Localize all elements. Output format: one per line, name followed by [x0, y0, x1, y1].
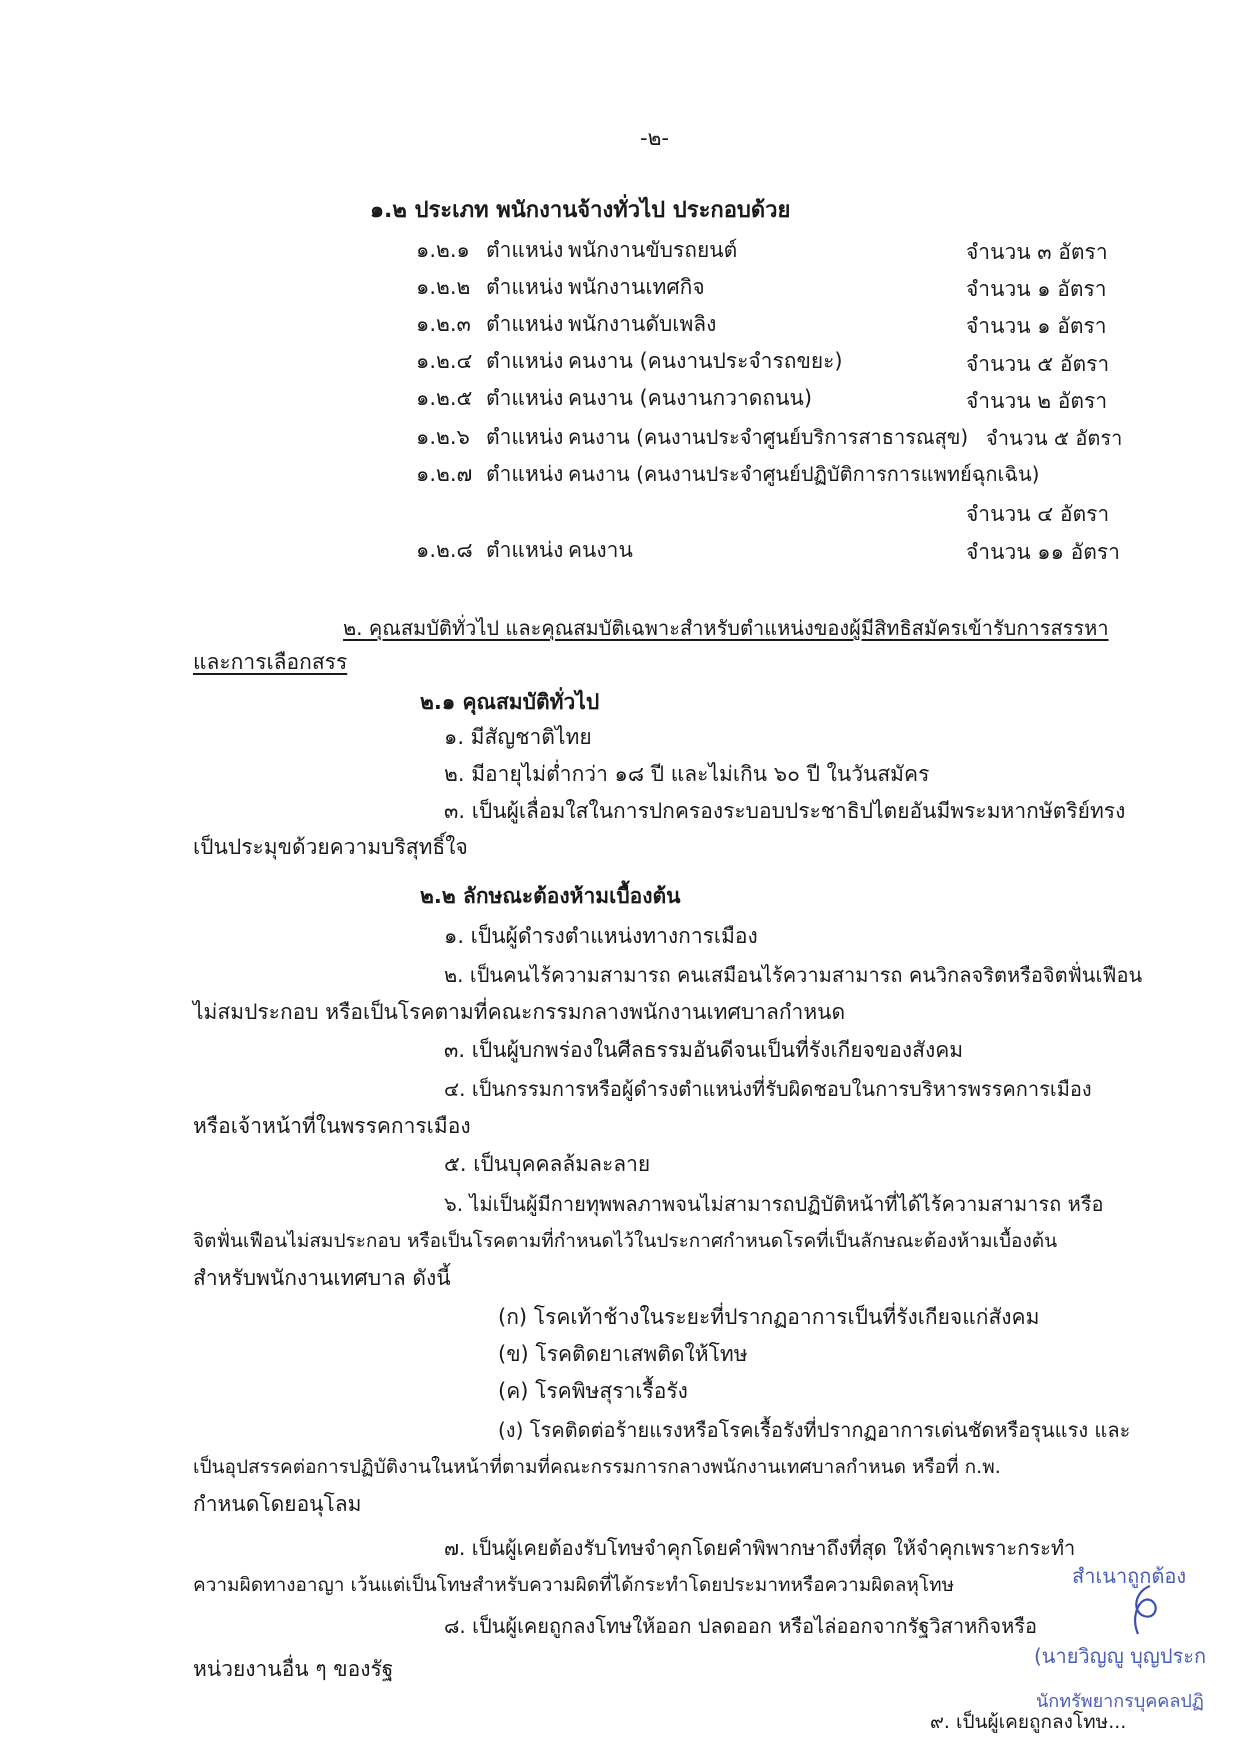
- position-title: พนักงานขับรถยนต์: [568, 238, 738, 262]
- position-count: จำนวน ๒ อัตรา: [966, 389, 1108, 413]
- stamp-title: สำเนาถูกต้อง: [1072, 1564, 1187, 1588]
- prohibition-item: ๔. เป็นกรรมการหรือผู้ดำรงตำแหน่งที่รับผิดชอบในการบริหารพรรคการเมือง: [444, 1077, 1092, 1101]
- position-title: คนงาน (คนงานประจำศูนย์บริการสาธารณสุข): [568, 425, 969, 449]
- prohibition-item-cont: ไม่สมประกอบ หรือเป็นโรคตามที่คณะกรรมกลางพนักงานเทศบาลกำหนด: [193, 1000, 846, 1024]
- prohibition-item: ๕. เป็นบุคคลล้มละลาย: [444, 1152, 651, 1176]
- disease-item-cont: เป็นอุปสรรคต่อการปฏิบัติงานในหน้าที่ตามที่คณะกรรมการกลางพนักงานเทศบาลกำหนด หรือที่ ก.พ.: [193, 1456, 1001, 1478]
- continuation-text: ๙. เป็นผู้เคยถูกลงโทษ...: [930, 1711, 1127, 1733]
- position-count: จำนวน ๕ อัตรา: [966, 352, 1110, 376]
- position-count: จำนวน ๑๑ อัตรา: [966, 540, 1120, 564]
- disease-item: (ก) โรคเท้าช้างในระยะที่ปรากฏอาการเป็นที่รังเกียจแก่สังคม: [498, 1305, 1040, 1329]
- stamp-position: นักทรัพยากรบุคคลปฏิ: [1036, 1691, 1204, 1712]
- position-count: จำนวน ๑ อัตรา: [966, 314, 1107, 338]
- qualification-item: ๓. เป็นผู้เลื่อมใสในการปกครองระบอบประชาธิปไตยอันมีพระมหากษัตริย์ทรง: [444, 799, 1126, 823]
- position-label: ตำแหน่ง: [486, 538, 564, 562]
- position-label: ตำแหน่ง: [486, 462, 564, 486]
- position-title: พนักงานเทศกิจ: [568, 275, 705, 299]
- prohibition-item-cont: ความผิดทางอาญา เว้นแต่เป็นโทษสำหรับความผิดที่ได้กระทำโดยประมาทหรือความผิดลหุโทษ: [193, 1574, 955, 1596]
- position-title: คนงาน (คนงานประจำรถขยะ): [568, 349, 843, 373]
- position-number: ๑.๒.๑: [416, 238, 470, 262]
- prohibition-item-cont: หน่วยงานอื่น ๆ ของรัฐ: [193, 1657, 394, 1681]
- stamp-name: (นายวิญญู บุญประก: [1034, 1644, 1207, 1668]
- prohibition-item: ๒. เป็นคนไร้ความสามารถ คนเสมือนไร้ความสามารถ คนวิกลจริตหรือจิตฟั่นเฟือน: [444, 963, 1143, 987]
- position-number: ๑.๒.๔: [416, 349, 473, 373]
- prohibition-item: ๖. ไม่เป็นผู้มีกายทุพพลภาพจนไม่สามารถปฏิบัติหน้าที่ได้ไร้ความสามารถ หรือ: [444, 1192, 1104, 1216]
- prohibition-item: ๓. เป็นผู้บกพร่องในศีลธรรมอันดีจนเป็นที่รังเกียจของสังคม: [444, 1038, 964, 1062]
- prohibition-item: ๑. เป็นผู้ดำรงตำแหน่งทางการเมือง: [444, 924, 758, 948]
- position-title: คนงาน (คนงานกวาดถนน): [568, 386, 813, 410]
- position-label: ตำแหน่ง: [486, 238, 564, 262]
- position-count: จำนวน ๓ อัตรา: [966, 240, 1108, 264]
- disease-item-cont: กำหนดโดยอนุโลม: [193, 1492, 362, 1516]
- section-1-2-heading: ๑.๒ ประเภท พนักงานจ้างทั่วไป ประกอบด้วย: [370, 198, 791, 223]
- position-label: ตำแหน่ง: [486, 386, 564, 410]
- position-number: ๑.๒.๓: [416, 312, 471, 336]
- section-2-heading-cont: และการเลือกสรร: [193, 650, 348, 674]
- qualification-item: ๒. มีอายุไม่ต่ำกว่า ๑๘ ปี และไม่เกิน ๖๐ ปี ในวันสมัคร: [444, 762, 930, 786]
- position-label: ตำแหน่ง: [486, 349, 564, 373]
- page-number: -๒-: [640, 126, 669, 150]
- position-title: คนงาน: [568, 538, 633, 562]
- prohibition-item-cont: จิตฟั่นเฟือนไม่สมประกอบ หรือเป็นโรคตามที่กำหนดไว้ในประกาศกำหนดโรคที่เป็นลักษณะต้องห้ามเบื้องต้น: [193, 1230, 1058, 1252]
- position-count: จำนวน ๔ อัตรา: [966, 502, 1110, 526]
- section-2-1-heading: ๒.๑ คุณสมบัติทั่วไป: [420, 690, 600, 714]
- qualification-item-cont: เป็นประมุขด้วยความบริสุทธิ์ใจ: [193, 835, 468, 859]
- position-number: ๑.๒.๗: [416, 462, 473, 486]
- section-2-2-heading: ๒.๒ ลักษณะต้องห้ามเบื้องต้น: [420, 884, 681, 908]
- position-title: พนักงานดับเพลิง: [568, 312, 717, 336]
- position-label: ตำแหน่ง: [486, 275, 564, 299]
- position-number: ๑.๒.๖: [416, 425, 470, 449]
- prohibition-item: ๘. เป็นผู้เคยถูกลงโทษให้ออก ปลดออก หรือไล่ออกจากรัฐวิสาหกิจหรือ: [444, 1614, 1038, 1638]
- position-label: ตำแหน่ง: [486, 425, 564, 449]
- section-2-heading: ๒. คุณสมบัติทั่วไป และคุณสมบัติเฉพาะสำหรับตำแหน่งของผู้มีสิทธิสมัครเข้ารับการสรรหา: [343, 616, 1109, 640]
- position-count: จำนวน ๕ อัตรา: [986, 426, 1123, 450]
- prohibition-item-cont: สำหรับพนักงานเทศบาล ดังนี้: [193, 1266, 451, 1290]
- position-title: คนงาน (คนงานประจำศูนย์ปฏิบัติการการแพทย์ฉุกเฉิน): [568, 462, 1040, 486]
- position-number: ๑.๒.๘: [416, 538, 473, 562]
- position-number: ๑.๒.๕: [416, 386, 473, 410]
- position-count: จำนวน ๑ อัตรา: [966, 277, 1107, 301]
- position-label: ตำแหน่ง: [486, 312, 564, 336]
- disease-item: (ง) โรคติดต่อร้ายแรงหรือโรคเรื้อรังที่ปรากฏอาการเด่นชัดหรือรุนแรง และ: [498, 1418, 1131, 1442]
- disease-item: (ข) โรคติดยาเสพติดให้โทษ: [498, 1342, 748, 1366]
- qualification-item: ๑. มีสัญชาติไทย: [444, 725, 592, 749]
- disease-item: (ค) โรคพิษสุราเรื้อรัง: [498, 1379, 688, 1403]
- prohibition-item: ๗. เป็นผู้เคยต้องรับโทษจำคุกโดยคำพิพากษาถึงที่สุด ให้จำคุกเพราะกระทำ: [444, 1536, 1076, 1560]
- signature-mark: [1124, 1582, 1168, 1638]
- prohibition-item-cont: หรือเจ้าหน้าที่ในพรรคการเมือง: [193, 1114, 471, 1138]
- position-number: ๑.๒.๒: [416, 275, 471, 299]
